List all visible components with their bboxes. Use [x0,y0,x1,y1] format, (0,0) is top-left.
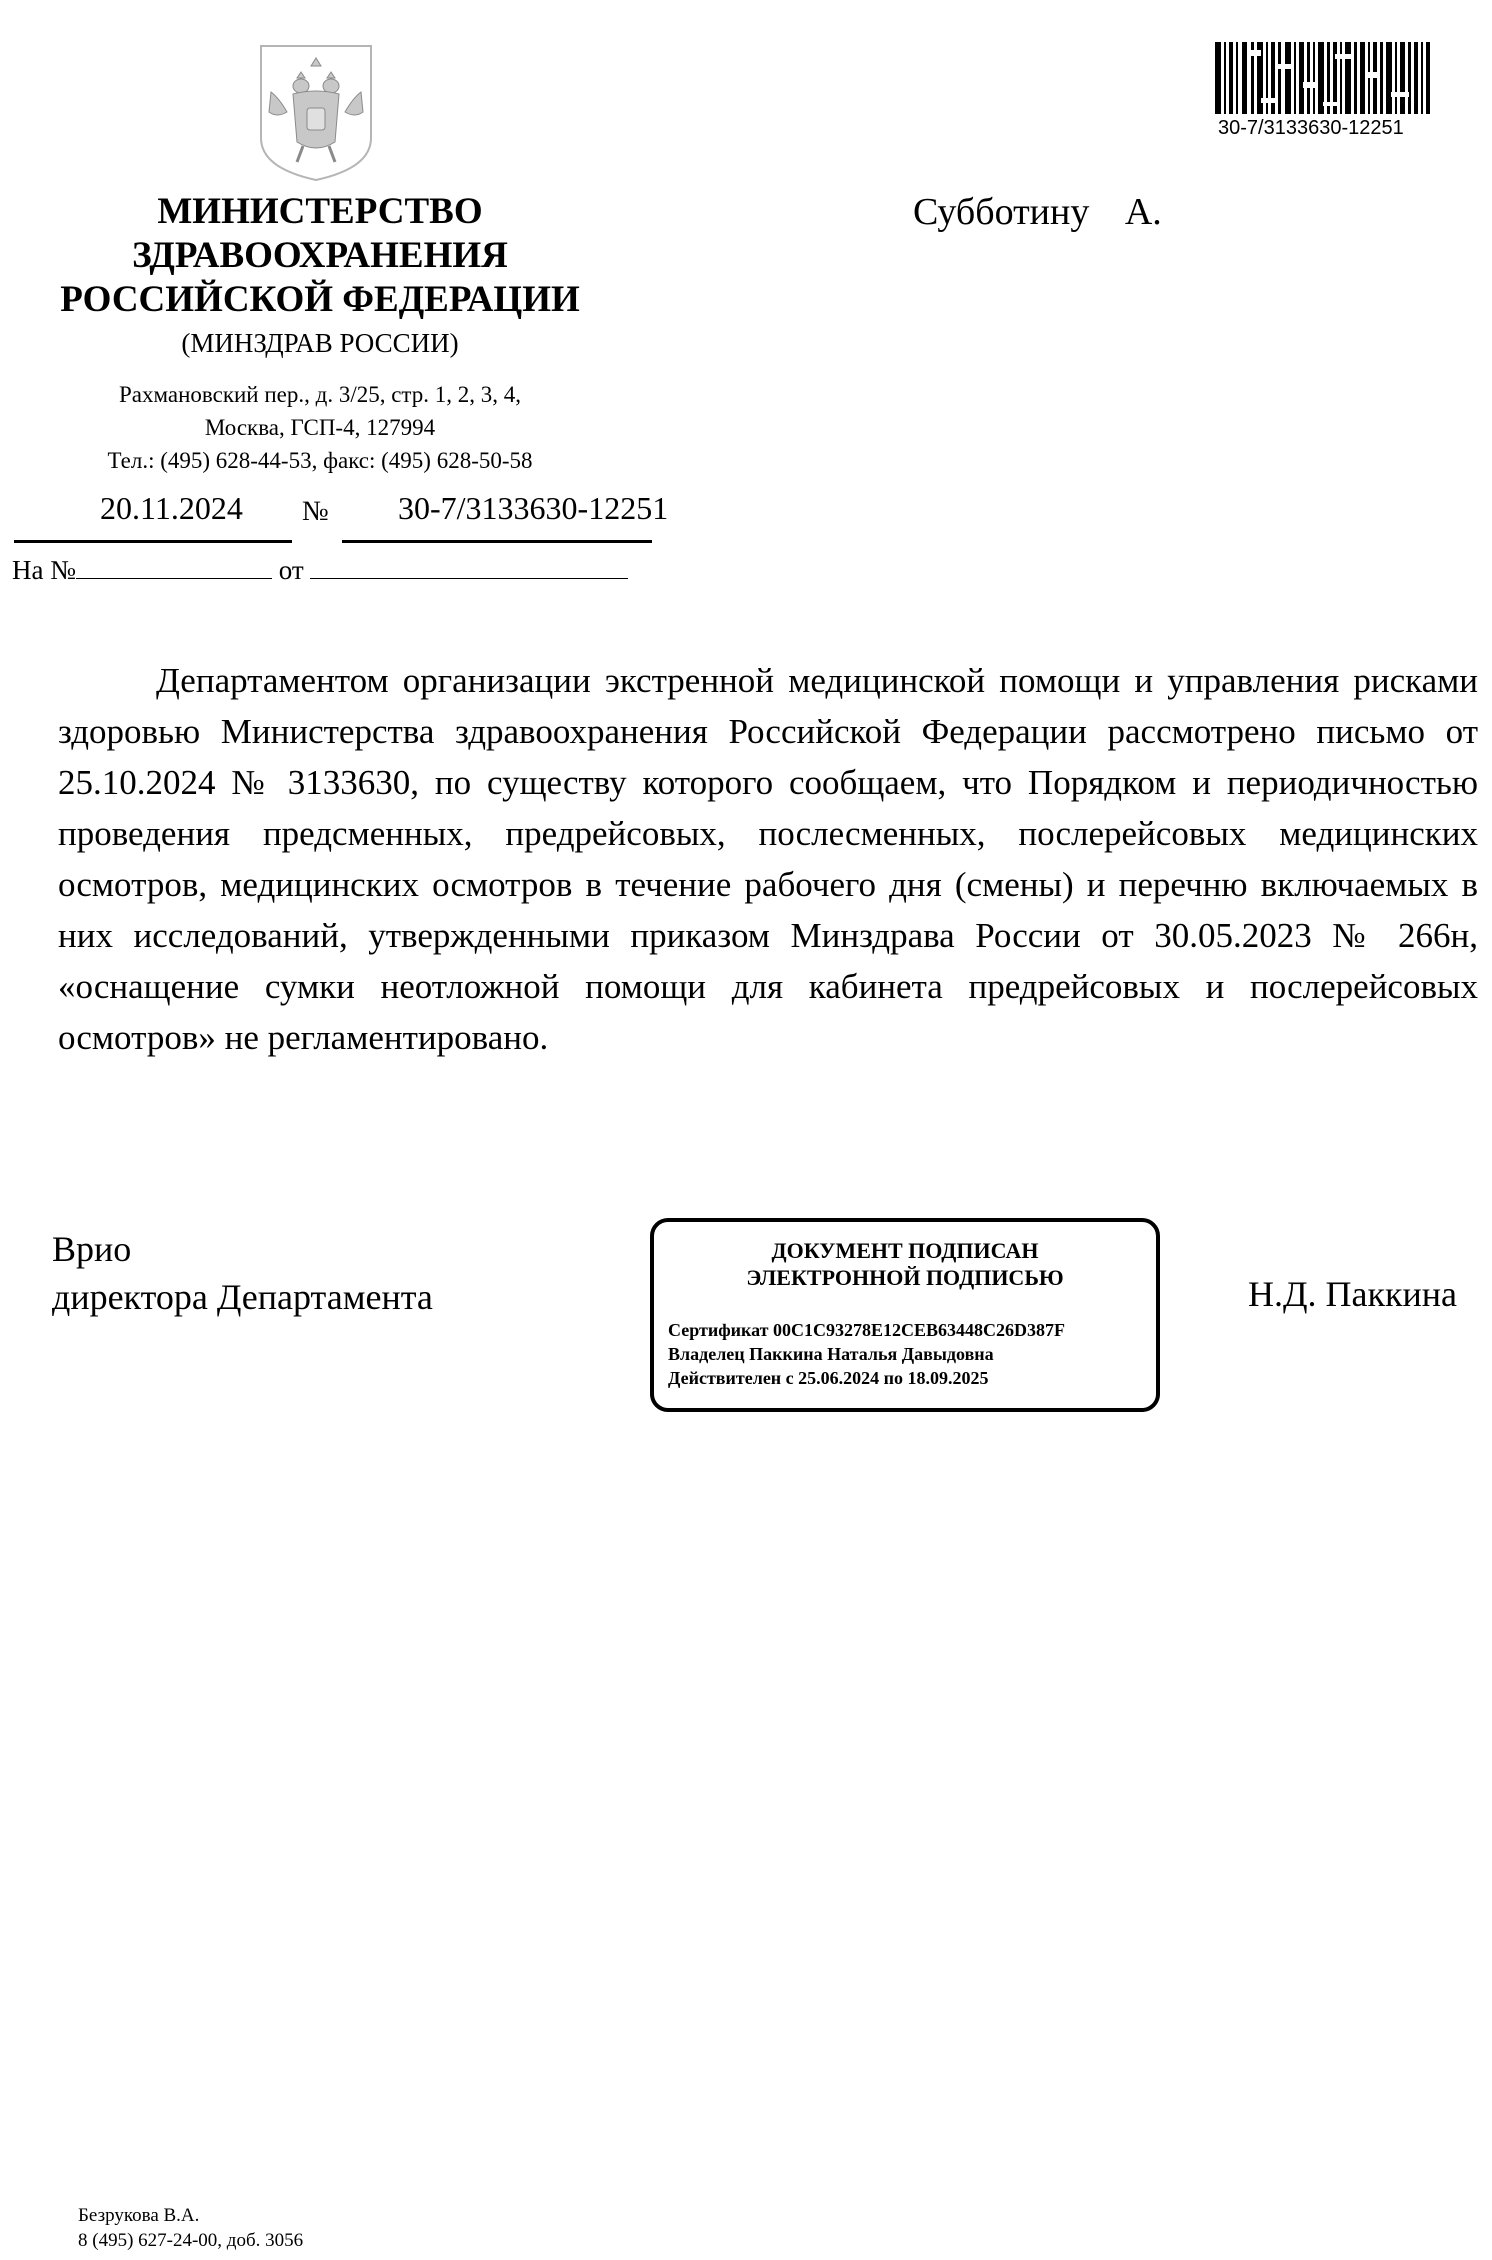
electronic-signature-stamp [650,1218,1160,1412]
address-line: Рахмановский пер., д. 3/25, стр. 1, 2, 3, 4, [118,382,522,407]
ministry-address [0,378,640,477]
coat-of-arms-emblem [257,42,375,182]
signer-title-line: директора Департамента [52,1277,433,1317]
number-sign: № [302,496,329,527]
ministry-name-line: МИНИСТЕРСТВО [157,191,483,232]
addressee: Субботину А. [913,191,1162,233]
address-line: Москва, ГСП-4, 127994 [204,415,436,440]
stamp-owner: Владелец Паккина Наталья Давыдовна [668,1344,994,1364]
ministry-header [0,190,640,360]
registration-number: 30-7/3133630-12251 [398,490,669,526]
stamp-header-line: ДОКУМЕНТ ПОДПИСАН [771,1238,1039,1263]
ministry-name-line: ЗДРАВООХРАНЕНИЯ [132,235,508,276]
number-underline [342,540,652,543]
reference-from: от [278,555,304,585]
ministry-name-line: РОССИЙСКОЙ ФЕДЕРАЦИИ [60,279,580,320]
barcode [1215,42,1430,114]
barcode-caption: 30-7/3133630-12251 [1218,117,1404,139]
stamp-header-line: ЭЛЕКТРОННОЙ ПОДПИСЬЮ [746,1265,1064,1290]
executor-name: Безрукова В.А. [78,2205,200,2226]
reference-prefix: На № [12,555,76,585]
letter-body: Департаментом организации экстренной медицинской помощи и управления рисками здоровью Министерства здравоохранения Российской Федерации рассмотрено письмо от 25.10.2024 № 3133630, по существу которого сообщаем, что Порядком и периодичностью проведения предсменных, предрейсовых, послесменных, послерейсовых медицинских осмотров, медицинских осмотров в течение рабочего дня (смены) и перечню включаемых в них исследований, утвержденными приказом Минздрава России от 30.05.2023 № 266н, «оснащение сумки неотложной помощи для кабинета предрейсовых и послерейсовых осмотров» не регламентировано. [58,661,1478,1057]
address-line: Тел.: (495) 628-44-53, факс: (495) 628-50-58 [107,448,533,473]
registration-date: 20.11.2024 [100,490,243,526]
signer-position [52,1225,433,1321]
ministry-short-name: (МИНЗДРАВ РОССИИ) [181,328,459,358]
stamp-validity: Действителен с 25.06.2024 по 18.09.2025 [668,1368,989,1388]
date-underline [14,540,292,543]
executor-info [78,2203,303,2253]
stamp-certificate: Сертификат 00C1C93278E12CEB63448C26D387F [668,1320,1066,1340]
reference-number-blank [76,556,272,579]
signer-title-line: Врио [52,1229,132,1269]
stamp-details [668,1318,1065,1390]
signer-name: Н.Д. Паккина [1248,1274,1458,1314]
reference-line [12,555,628,586]
stamp-header [654,1237,1156,1291]
reference-date-blank [310,556,628,579]
executor-phone: 8 (495) 627-24-00, доб. 3056 [78,2230,304,2251]
